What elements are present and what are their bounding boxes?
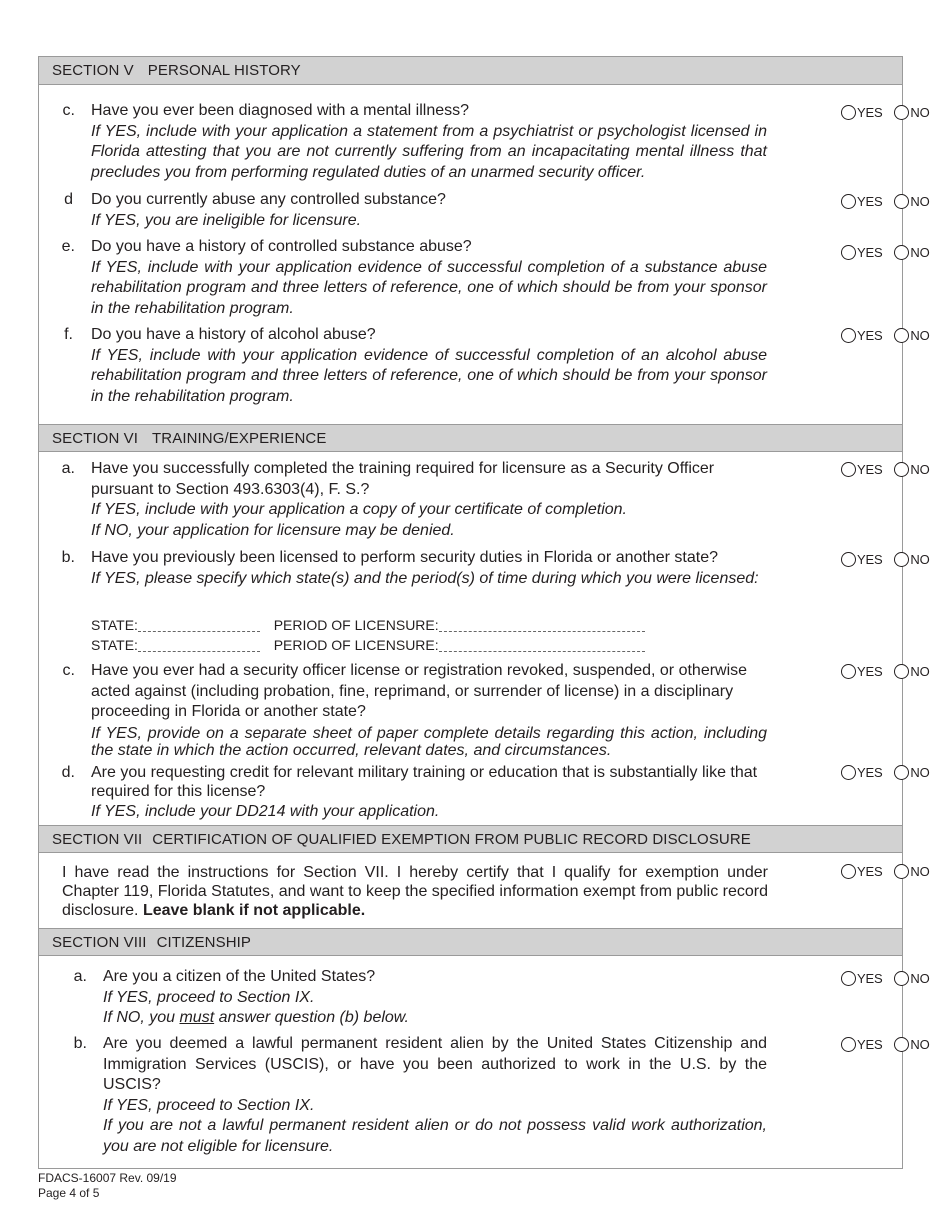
- question-label: c.: [62, 102, 75, 119]
- yes-no-6b: [841, 552, 930, 567]
- yes-no-6c: [841, 664, 930, 679]
- question-note: If you are not a lawful permanent resident alien or do not possess valid work authorization, you are not eligible for licensure.: [103, 1117, 767, 1155]
- question-label: f.: [64, 326, 73, 343]
- radio-icon[interactable]: [894, 245, 909, 260]
- radio-icon[interactable]: [841, 864, 856, 879]
- section-5-title: PERSONAL HISTORY: [147, 62, 301, 79]
- radio-icon[interactable]: [894, 462, 909, 477]
- radio-icon[interactable]: [894, 552, 909, 567]
- no-option[interactable]: NO: [894, 462, 929, 477]
- period-field[interactable]: [439, 618, 645, 632]
- yes-no-8b: [841, 1037, 930, 1052]
- section-5-header: [39, 57, 902, 85]
- no-option[interactable]: NO: [894, 971, 929, 986]
- radio-icon[interactable]: [841, 245, 856, 260]
- application-form-page: [38, 56, 930, 1169]
- radio-icon[interactable]: [841, 105, 856, 120]
- radio-icon[interactable]: [841, 664, 856, 679]
- yes-no-5c: [841, 105, 930, 120]
- question-label: a.: [61, 460, 75, 477]
- radio-icon[interactable]: [894, 194, 909, 209]
- yes-no-5d: [841, 194, 930, 209]
- period-label: PERIOD OF LICENSURE:: [273, 637, 439, 653]
- radio-icon[interactable]: [841, 462, 856, 477]
- section-8-number: SECTION VIII: [52, 934, 147, 951]
- question-label: e.: [61, 238, 75, 255]
- radio-icon[interactable]: [841, 765, 856, 780]
- yes-option[interactable]: YES: [841, 1037, 882, 1052]
- question-note: If YES, provide on a separate sheet of paper complete details regarding this action, including the state in which the action occurred, relevant dates, and circumstances.: [91, 724, 767, 759]
- radio-icon[interactable]: [894, 328, 909, 343]
- no-option[interactable]: NO: [894, 245, 929, 260]
- radio-icon[interactable]: [894, 664, 909, 679]
- no-option[interactable]: NO: [894, 328, 929, 343]
- question-label: b.: [73, 1035, 87, 1052]
- certification-text: I have read the instructions for Section VII. I hereby certify that I qualify for exemption under Chapter 119, Florida Statutes, and want to keep the specified information exempt from public record disclosure.: [62, 864, 768, 919]
- section-7-header: [39, 825, 902, 853]
- yes-option[interactable]: YES: [841, 105, 882, 120]
- yes-no-6d: [841, 765, 930, 780]
- page-footer: [38, 1171, 177, 1201]
- yes-option[interactable]: YES: [841, 864, 882, 879]
- yes-option[interactable]: YES: [841, 552, 882, 567]
- question-note: If YES, include with your application evidence of successful completion of an alcohol abuse rehabilitation program and three letters of reference, one of which should be from your sponsor in the rehabilitation program.: [91, 346, 767, 405]
- yes-option[interactable]: YES: [841, 664, 882, 679]
- yes-no-5f: [841, 328, 930, 343]
- yes-no-5e: [841, 245, 930, 260]
- no-option[interactable]: NO: [894, 1037, 929, 1052]
- page-number: Page 4 of 5: [38, 1186, 100, 1200]
- no-option[interactable]: NO: [894, 664, 929, 679]
- yes-option[interactable]: YES: [841, 765, 882, 780]
- section-8-title: CITIZENSHIP: [156, 934, 252, 951]
- licensure-entry-row-2: [91, 637, 645, 653]
- licensure-entry-row-1: [91, 617, 645, 633]
- yes-option[interactable]: YES: [841, 245, 882, 260]
- question-note: If YES, include with your application evidence of successful completion of a substance abuse rehabilitation program and three letters of reference, one of which should be from your sponsor in the rehabilitation program.: [91, 258, 767, 317]
- question-note: If YES, you are ineligible for licensure.: [91, 211, 362, 229]
- question-text: Have you ever had a security officer license or registration revoked, suspended, or otherwise acted against (including probation, fine, reprimand, or surrender of license) in a disciplinary proceeding in Florida or another state?: [91, 662, 748, 720]
- period-label: PERIOD OF LICENSURE:: [273, 617, 439, 633]
- question-label: b.: [61, 549, 75, 566]
- yes-no-7: [841, 864, 930, 879]
- question-note: If YES, please specify which state(s) and the period(s) of time during which you were licensed:: [91, 569, 759, 587]
- question-label: a.: [73, 968, 87, 985]
- period-field[interactable]: [439, 638, 645, 652]
- state-label: STATE:: [91, 617, 138, 633]
- radio-icon[interactable]: [894, 1037, 909, 1052]
- question-note: If YES, include with your application a statement from a psychiatrist or psychologist licensed in Florida attesting that you are not currently suffering from an incapacitating mental illness that precludes you from performing regulated duties of an unarmed security officer.: [91, 122, 767, 181]
- yes-option[interactable]: YES: [841, 194, 882, 209]
- section-6-title: TRAINING/EXPERIENCE: [152, 430, 327, 447]
- yes-option[interactable]: YES: [841, 328, 882, 343]
- question-text: Do you have a history of alcohol abuse?: [91, 326, 376, 343]
- radio-icon[interactable]: [894, 971, 909, 986]
- yes-no-8a: [841, 971, 930, 986]
- section-5-number: SECTION V: [52, 62, 134, 79]
- question-note: If NO, you must answer question (b) below.: [103, 1009, 409, 1026]
- no-option[interactable]: NO: [894, 765, 929, 780]
- question-note: If YES, proceed to Section IX.: [103, 1096, 315, 1114]
- form-id: FDACS-16007 Rev. 09/19: [38, 1171, 177, 1185]
- state-field[interactable]: [138, 618, 260, 632]
- question-label: d: [64, 191, 73, 208]
- question-note: If YES, proceed to Section IX.: [103, 988, 315, 1006]
- state-label: STATE:: [91, 637, 138, 653]
- radio-icon[interactable]: [841, 1037, 856, 1052]
- no-option[interactable]: NO: [894, 194, 929, 209]
- question-note: If NO, your application for licensure may be denied.: [91, 521, 455, 539]
- section-7-title: CERTIFICATION OF QUALIFIED EXEMPTION FROM PUBLIC RECORD DISCLOSURE: [152, 831, 751, 848]
- question-note: If YES, include with your application a copy of your certificate of completion.: [91, 501, 627, 518]
- question-label: d.: [61, 764, 75, 781]
- question-text: Have you successfully completed the training required for licensure as a Security Officer pursuant to Section 493.6303(4), F. S.?: [91, 460, 715, 498]
- section-6-header: [39, 424, 902, 452]
- radio-icon[interactable]: [841, 194, 856, 209]
- question-text: Are you requesting credit for relevant military training or education that is substantially like that required for this license?: [91, 764, 758, 800]
- yes-option[interactable]: YES: [841, 462, 882, 477]
- section-7-number: SECTION VII: [52, 831, 143, 848]
- question-note: If YES, include your DD214 with your application.: [91, 803, 440, 820]
- no-option[interactable]: NO: [894, 552, 929, 567]
- question-text: Are you a citizen of the United States?: [103, 968, 376, 985]
- radio-icon[interactable]: [841, 328, 856, 343]
- question-text: Have you ever been diagnosed with a mental illness?: [91, 102, 470, 119]
- state-field[interactable]: [138, 638, 260, 652]
- yes-option[interactable]: YES: [841, 971, 882, 986]
- radio-icon[interactable]: [841, 552, 856, 567]
- no-option[interactable]: NO: [894, 105, 929, 120]
- radio-icon[interactable]: [894, 105, 909, 120]
- radio-icon[interactable]: [894, 864, 909, 879]
- radio-icon[interactable]: [894, 765, 909, 780]
- question-label: c.: [62, 662, 75, 679]
- certification-note: Leave blank if not applicable.: [142, 902, 366, 919]
- question-text: Do you have a history of controlled substance abuse?: [91, 238, 472, 255]
- question-text: Do you currently abuse any controlled substance?: [91, 191, 446, 208]
- section-7-certification: [62, 863, 768, 920]
- question-text: Are you deemed a lawful permanent resident alien by the United States Citizenship and Immigration Services (USCIS), or have you been authorized to work in the U.S. by the USCIS?: [103, 1035, 767, 1093]
- no-option[interactable]: NO: [894, 864, 929, 879]
- yes-no-6a: [841, 462, 930, 477]
- section-8-header: [39, 928, 902, 956]
- radio-icon[interactable]: [841, 971, 856, 986]
- question-text: Have you previously been licensed to perform security duties in Florida or another state?: [91, 549, 718, 566]
- section-6-number: SECTION VI: [52, 430, 139, 447]
